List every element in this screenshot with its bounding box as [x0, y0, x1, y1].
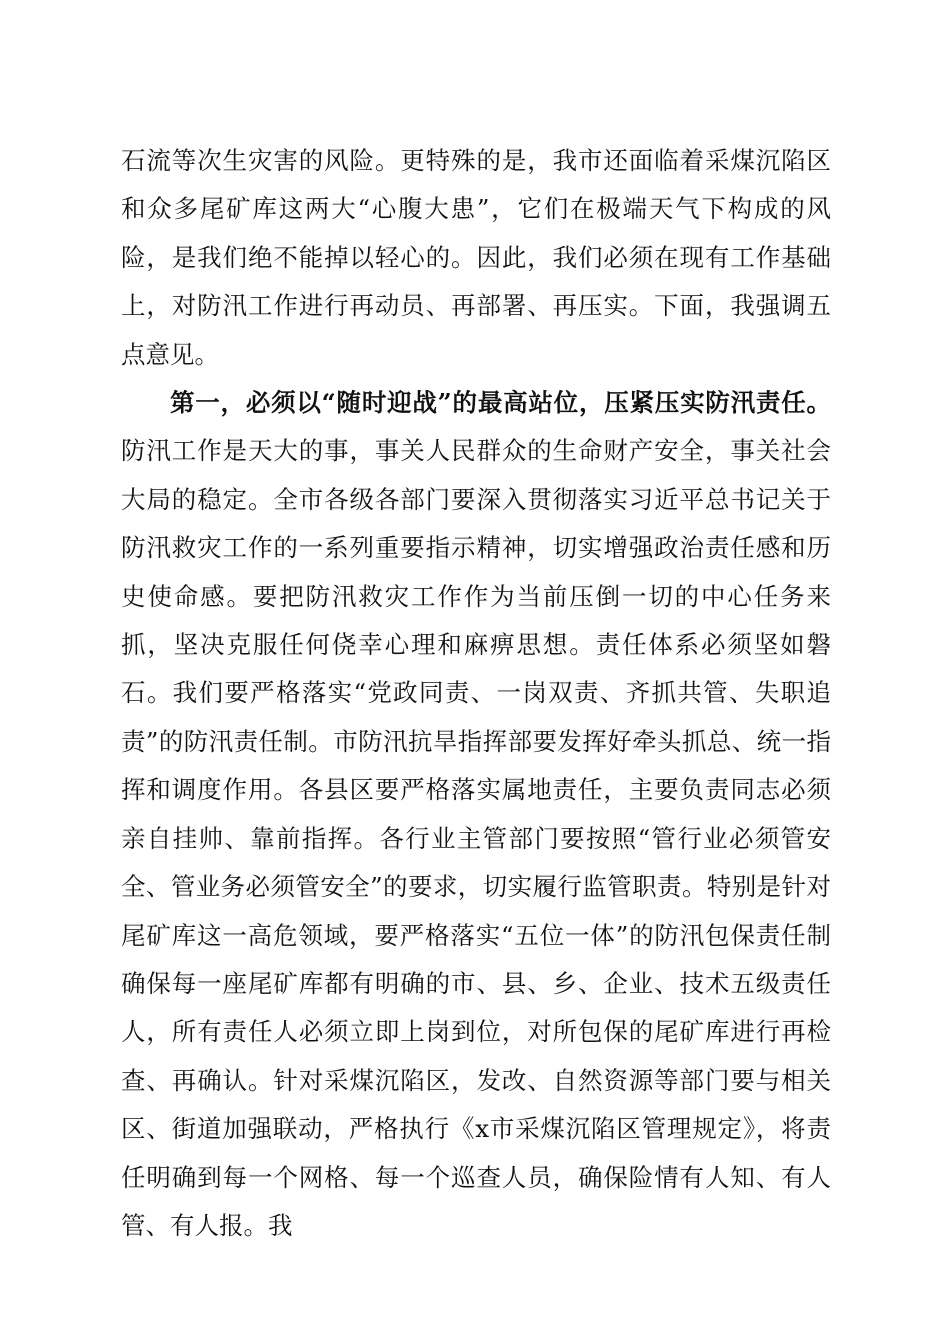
- paragraph-continuation: 石流等次生灾害的风险。更特殊的是，我市还面临着采煤沉陷区和众多尾矿库这两大“心腹大患”，它们在极端天气下构成的风险，是我们绝不能掉以轻心的。因此，我们必须在现有工作基础上，对防汛工作进行再动员、再部署、再压实。下面，我强调五点意见。: [121, 146, 831, 369]
- paragraph-lead-sentence: 第一，必须以“随时迎战”的最高站位，压紧压实防汛责任。: [170, 388, 831, 418]
- paragraph-first-point: [121, 379, 831, 1250]
- document-body: [121, 137, 831, 1250]
- paragraph-body-text: 防汛工作是天大的事，事关人民群众的生命财产安全，事关社会大局的稳定。全市各级各部门要深入贯彻落实习近平总书记关于防汛救灾工作的一系列重要指示精神，切实增强政治责任感和历史使命感。要把防汛救灾工作作为当前压倒一切的中心任务来抓，坚决克服任何侥幸心理和麻痹思想。责任体系必须坚如磐石。我们要严格落实“党政同责、一岗双责、齐抓共管、失职追责”的防汛责任制。市防汛抗旱指挥部要发挥好牵头抓总、统一指挥和调度作用。各县区要严格落实属地责任，主要负责同志必须亲自挂帅、靠前指挥。各行业主管部门要按照“管行业必须管安全、管业务必须管安全”的要求，切实履行监管职责。特别是针对尾矿库这一高危领域，要严格落实“五位一体”的防汛包保责任制确保每一座尾矿库都有明确的市、县、乡、企业、技术五级责任人，所有责任人必须立即上岗到位，对所包保的尾矿库进行再检查、再确认。针对采煤沉陷区，发改、自然资源等部门要与相关区、街道加强联动，严格执行《x市采煤沉陷区管理规定》，将责任明确到每一个网格、每一个巡查人员，确保险情有人知、有人管、有人报。我: [121, 436, 831, 1240]
